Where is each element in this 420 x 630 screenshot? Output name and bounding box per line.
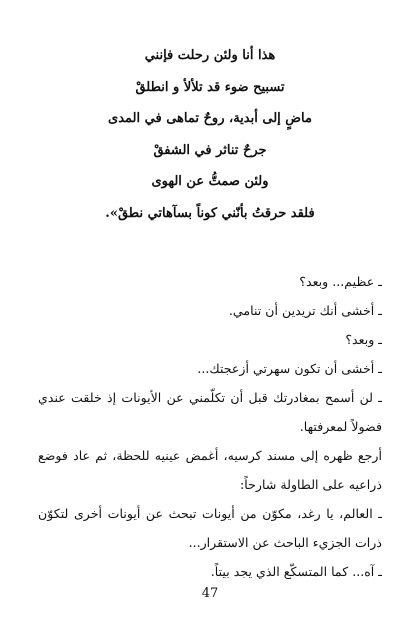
poem-line: ماضٍ إلى أبدية، روحٌ تماهى في المدى	[108, 111, 312, 126]
dialogue-line: ـ العالم، يا رغد، مكوّن من أيونات تبحث عن أيونات أخرى لتكوّن ذرات الجزيء الباحث عن الاستقرار...	[38, 506, 382, 550]
dialogue-line: ـ وبعد؟	[345, 332, 382, 347]
dialogue-line: ـ لن أسمح بمغادرتك قبل أن تكلّمني عن الأيونات إذ خلقت عندي فضولاً لمعرفتها.	[38, 390, 382, 434]
dialogue-line: ـ عظيم... وبعد؟	[299, 274, 382, 289]
poem-line: فلقد حرقتُ بأنّني كوناً بسآهاتي نطقْ».	[105, 205, 315, 221]
prose-body	[38, 267, 382, 586]
narration-paragraph: أرجع ظهره إلى مسند كرسيه، أغمض عينيه للحظة، ثم عاد فوضع ذراعيه على الطاولة شارحاً:	[38, 448, 382, 492]
dialogue-line: ـ أخشى أن تكون سهرتي أزعجتك...	[197, 361, 382, 376]
poem-line: جرحٌ تناثر في الشفقْ	[153, 142, 267, 158]
poem-line: تسبيح ضوء قد تلألأ و انطلقْ	[135, 79, 285, 95]
poem-stanza	[38, 40, 382, 229]
dialogue-line: ـ آه... كما المتسكّع الذي يجد بيتاً.	[210, 564, 382, 579]
poem-line: هذا أنا ولئن رحلت فإنني	[144, 48, 276, 63]
poem-line: ولئن صمتُّ عن الهوى	[151, 174, 269, 189]
dialogue-line: ـ أخشى أنك تريدين أن تنامي.	[228, 303, 382, 318]
page-number: 47	[201, 586, 219, 601]
